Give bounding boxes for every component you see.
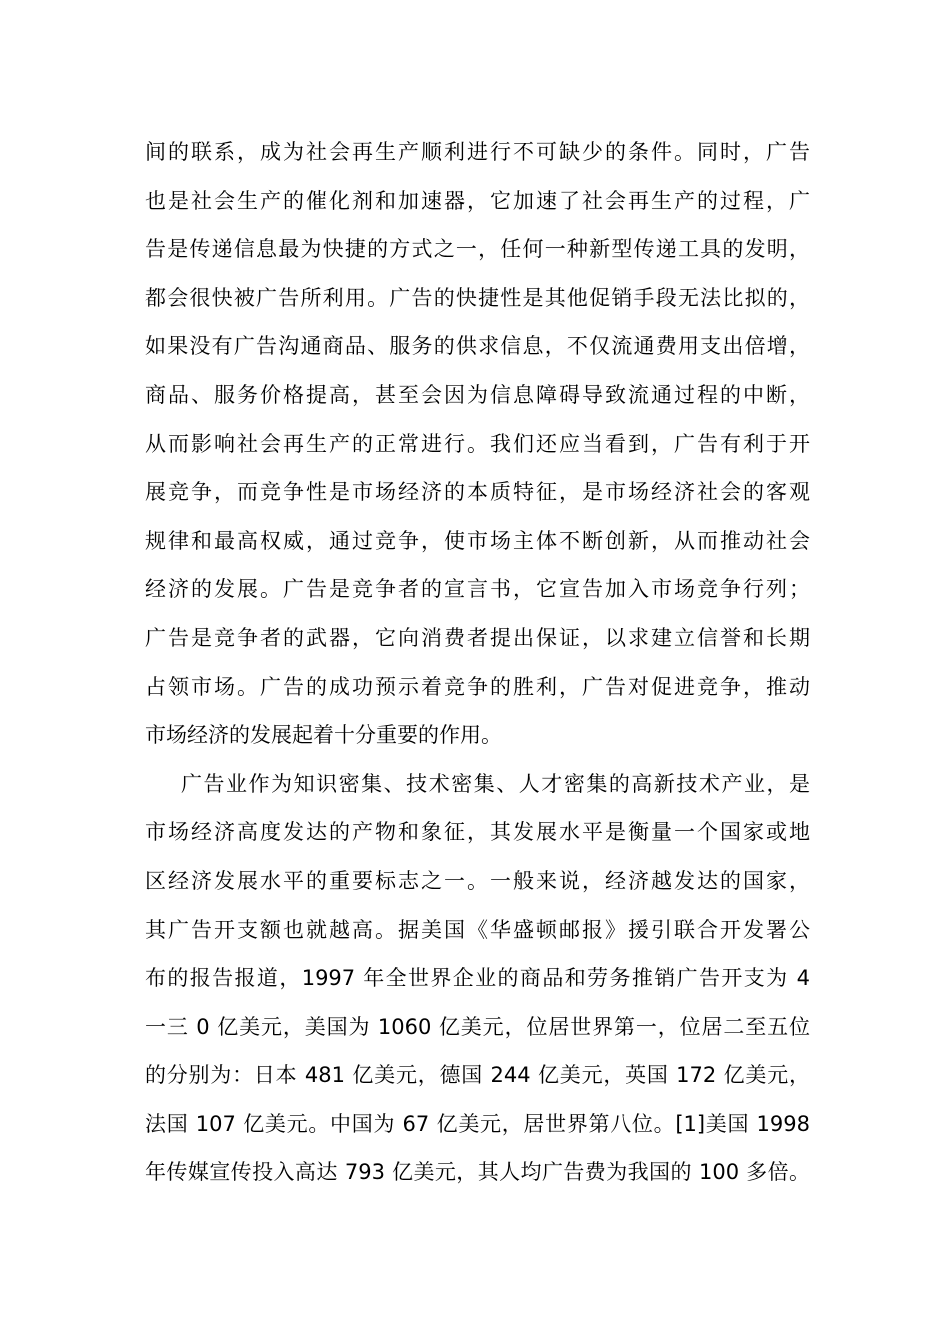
text-line: 间的联系，成为社会再生产顺利进行不可缺少的条件。同时，广告 [145, 140, 810, 164]
text-line-first: 广告业作为知识密集、技术密集、人才密集的高新技术产业，是 [181, 771, 810, 796]
body-text [145, 128, 810, 1197]
text-line: 商品、服务价格提高，甚至会因为信息障碍导致流通过程的中断， [145, 382, 810, 407]
text-line: 展竞争，而竞争性是市场经济的本质特征，是市场经济社会的客观 [145, 480, 810, 505]
text-line: 如果没有广告沟通商品、服务的供求信息，不仅流通费用支出倍增， [145, 334, 810, 359]
text-line: 经济的发展。广告是竞争者的宣言书，它宣告加入市场竞争行列； [145, 577, 810, 602]
text-line: 也是社会生产的催化剂和加速器，它加速了社会再生产的过程，广 [145, 188, 810, 213]
text-line: 年传媒宣传投入高达 793 亿美元，其人均广告费为我国的 100 多倍。 [145, 1160, 810, 1185]
paragraph-2 [145, 760, 810, 1197]
text-line: 区经济发展水平的重要标志之一。一般来说，经济越发达的国家， [145, 868, 810, 893]
paragraph-1 [145, 128, 810, 760]
text-line: 都会很快被广告所利用。广告的快捷性是其他促销手段无法比拟的， [145, 285, 810, 310]
text-line: 广告是竞争者的武器，它向消费者提出保证，以求建立信誉和长期 [145, 625, 810, 650]
text-line: 的分别为：日本 481 亿美元，德国 244 亿美元，英国 172 亿美元， [145, 1063, 810, 1088]
text-line: 规律和最高权威，通过竞争，使市场主体不断创新，从而推动社会 [145, 528, 810, 553]
text-line: 从而影响社会再生产的正常进行。我们还应当看到，广告有利于开 [145, 431, 810, 456]
text-line: 布的报告报道，1997 年全世界企业的商品和劳务推销广告开支为 4 [145, 966, 810, 991]
text-line: 告是传递信息最为快捷的方式之一，任何一种新型传递工具的发明， [145, 237, 810, 262]
text-line: 占领市场。广告的成功预示着竞争的胜利，广告对促进竞争，推动 [145, 674, 810, 699]
text-line: 其广告开支额也就越高。据美国《华盛顿邮报》援引联合开发署公 [145, 917, 810, 942]
text-line: 市场经济高度发达的产物和象征，其发展水平是衡量一个国家或地 [145, 820, 810, 845]
text-line: 法国 107 亿美元。中国为 67 亿美元，居世界第八位。[1]美国 1998 [145, 1111, 810, 1136]
text-line: 一三 0 亿美元，美国为 1060 亿美元，位居世界第一，位居二至五位 [145, 1014, 810, 1039]
text-line-last: 市场经济的发展起着十分重要的作用。 [145, 723, 502, 748]
